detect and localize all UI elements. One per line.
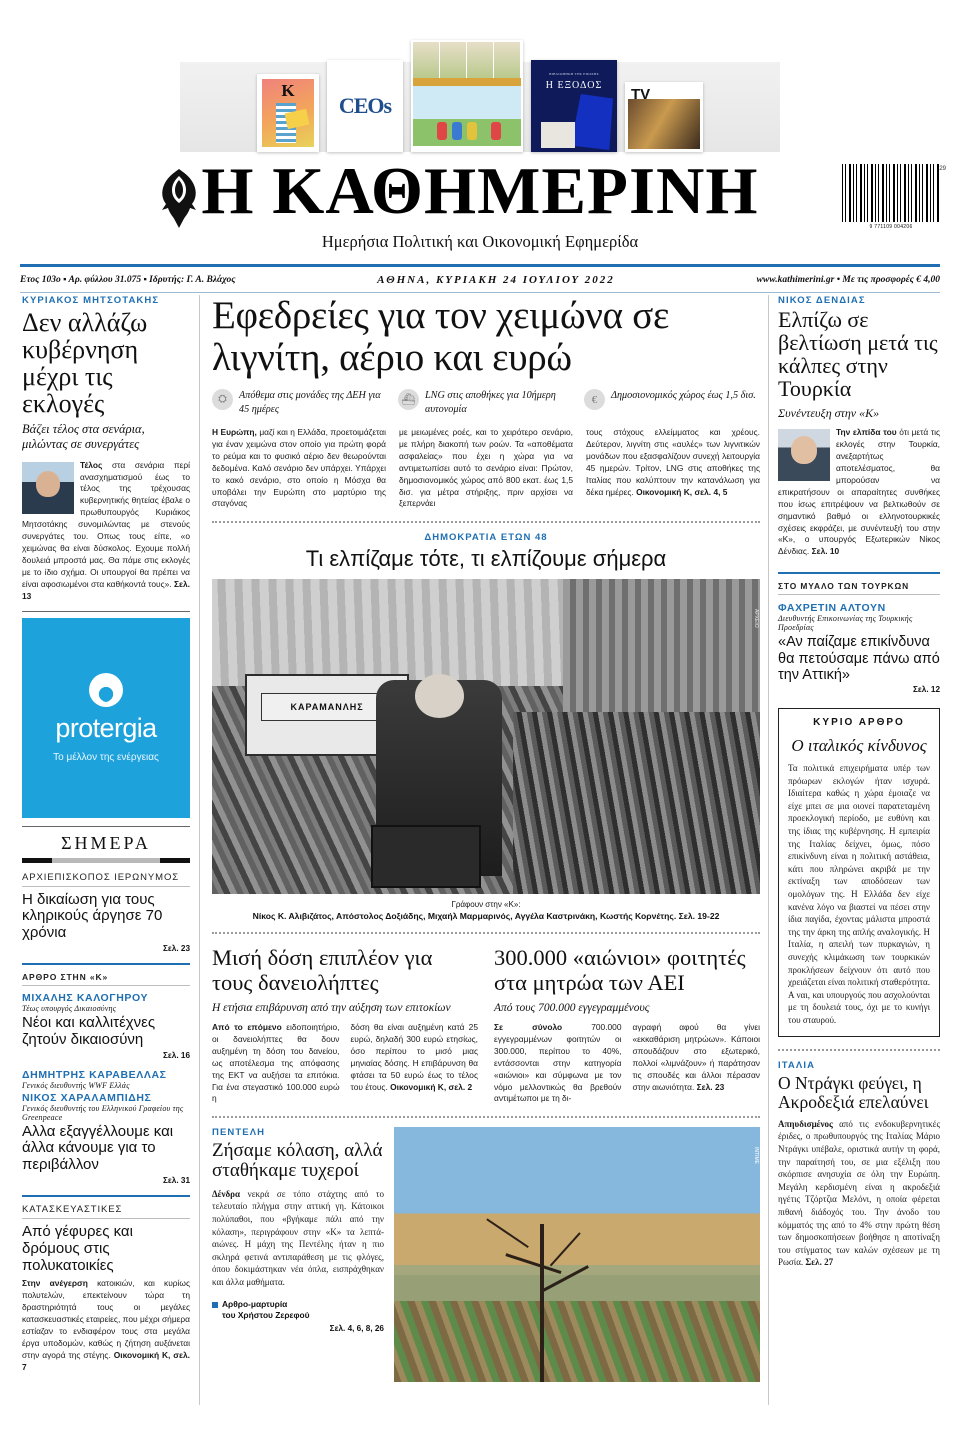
divider <box>22 826 190 827</box>
main-body-leadin: Η Ευρώπη, <box>212 426 257 437</box>
exodos-sublabel: ΒΙΒΛΙΟΘΗΚΗ ΤΗΣ ΕΠΟΧΗΣ <box>549 72 599 76</box>
environment-headline: Αλλα εξαγγέλλουμε και άλλα κάνουμε για το περιβάλλον <box>22 1122 174 1174</box>
archbishop-kicker: ΑΡΧΙΕΠΙΣΚΟΠΟΣ ΙΕΡΩΝΥΜΟΣ <box>22 871 180 883</box>
protergia-advertisement[interactable] <box>22 618 190 818</box>
promo-items <box>180 40 780 152</box>
burnt-forest-penteli-photo <box>394 1127 760 1382</box>
main-bullet-text: Δημοσιονομικός χώρος έως 1,5 δισ. <box>611 390 756 402</box>
protergia-tagline: Το μέλλον της ενέργειας <box>53 751 159 763</box>
editorial-headline: Ο ιταλικός κίνδυνος <box>791 735 927 755</box>
divider <box>22 886 190 887</box>
left-sidebar <box>22 295 190 1374</box>
democracy-kicker: ΔΗΜΟΚΡΑΤΙΑ ΕΤΩΝ 48 <box>424 532 548 544</box>
book-cover-monument <box>541 122 575 148</box>
penteli-note-author: του Χρήστου Ζερεφού <box>222 1310 310 1321</box>
karavellas-author: ΔΗΜΗΤΡΗΣ ΚΑΡΑΒΕΛΛΑΣ <box>22 1068 167 1081</box>
left-lead-body: Τέλος στα σενάρια περί ανασχηματισμού έως το τέλος της τρέχουσας κυβερνητικής θητείας έβαλε ο πρωθυπουργός Κυριάκος Μητσοτάκης συνομιλώντας με στενούς συνεργάτες του. Οπως τους είπε, «ο χειμώνας θα είναι δύσκολος. Εχουμε πολλή δουλειά μπροστά μας. Θα πάμε στις εκλογές με το ίδιο σχήμα. Οι υπουργοί θα πρέπει να είναι αφοσιωμένοι στα καθήκοντά τους». Σελ. 13 <box>22 459 190 601</box>
masthead-rule <box>20 264 940 267</box>
promo-comic-book[interactable] <box>411 40 523 152</box>
masthead <box>0 150 960 290</box>
dendias-dek: Συνέντευξη στην «Κ» <box>778 405 880 420</box>
penteli-leadin: Δένδρα <box>212 1188 241 1199</box>
main-content <box>212 295 760 1382</box>
students-body-right: αγραφή αφού θα γίνει «εκκαθάριση μητρώων». Κάποιοι σπουδάζουν στο εξωτερικό, πολλοί «λιμνάζουν» ή παράτησαν τις σπουδές και άλλοι πέρασαν στην αιωνιότητα. Σελ. 23 <box>632 1021 760 1092</box>
comic-strip-top <box>413 42 521 78</box>
penteli-article[interactable] <box>212 1127 760 1382</box>
comic-caption-bar <box>413 78 521 86</box>
italy-body: Απηυδισμένος από τις ενδοκυβερνητικές έριδες, ο πρωθυπουργός της Ιταλίας Μάριο Ντράγκι υπέβαλε, οριστικά αυτήν τη φορά, την παραίτησή του, σε μια εξέλιξη που σκόρπισε ανησυχία σε όλη την Ευρώπη. Μεγάλη κερδισμένη είναι η ακροδεξιά ηγέτις Τζόρτζια Μελόνι, η οποία φέρεται πιθανή διάδοχός του. Την άνοδο του κόμματός της από το 4% στην πρώτη θέση των δημοσκοπήσεων βοήθησε η αποτίναξη του στίγματος των καλών σχέσεων με τη Ρωσία. Σελ. 27 <box>778 1118 941 1268</box>
k-cover-shape <box>285 109 310 129</box>
photo-ballot-box <box>371 825 481 888</box>
masthead-title: Η ΚΑΘΗΜΕΡΙΝΗ <box>201 154 759 228</box>
protergia-logo-icon <box>89 673 123 707</box>
k-magazine-cover <box>262 79 314 147</box>
exodos-title: ΒΙΒΛΙΟΘΗΚΗ ΤΗΣ ΕΠΟΧΗΣ Η ΕΞΟΔΟΣ <box>531 60 617 91</box>
students-dek: Από τους 700.000 εγγεγραμμένους <box>494 1001 650 1014</box>
dendias-body: Την ελπίδα του ότι μετά τις εκλογές στην Τουρκία, ανεξαρτήτως αποτελέσματος, θα μπορούσαν να επικρατήσουν οι απαραίτητες συνθήκες που ίσως επιτρέψουν να βελτιωθούν σε σημαντικό βαθμό οι ελληνοτουρκικές σχέσεις εκφράζει, με συνέντευξή του στην «Κ», ο υπουργός Εξωτερικών Νίκος Δένδιας. Σελ. 10 <box>778 427 940 557</box>
mid-article-students[interactable] <box>494 946 760 1105</box>
loans-page-ref: Οικονομική Κ, σελ. 2 <box>390 1081 473 1092</box>
divider-blue <box>778 572 940 574</box>
right-sidebar <box>778 295 940 1269</box>
loans-leadin: Από το επόμενο <box>212 1021 282 1032</box>
tanker-icon: ⛴ <box>398 389 419 410</box>
masthead-rule-secondary <box>20 292 940 293</box>
ceos-logo: CEOs <box>338 93 392 118</box>
altun-headline: «Αν παίζαμε επικίνδυνα θα πετούσαμε πάνω από την Αττική» <box>778 634 940 683</box>
dotted-divider <box>212 932 760 934</box>
promo-ceos-magazine[interactable] <box>327 60 403 152</box>
penteli-photo-credit: INTIME <box>753 1147 759 1165</box>
promo-k-magazine[interactable] <box>257 74 319 152</box>
k-magazine-label: K <box>281 81 295 100</box>
archbishop-headline: Η δικαίωση για τους κληρικούς άργησε 70 χρόνια <box>22 890 163 942</box>
comic-figure <box>437 122 447 140</box>
dendias-kicker: ΝΙΚΟΣ ΔΕΝΔΙΑΣ <box>778 295 866 306</box>
students-page-ref: Σελ. 23 <box>696 1081 725 1092</box>
students-body <box>494 1022 760 1105</box>
main-body-col1: Η Ευρώπη, μαζί και η Ελλάδα, προετοιμάζεται για έναν χειμώνα στον οποίο για πρώτη φορά το ρεύμα και το φυσικό αέριο δεν θεωρούνται δεδομένα. Καλό σενάριο δεν υπάρχει. Υπάρχει το κακό σενάριο, στο οποίο η Μόσχα θα υποβάλει την Ευρώπη στο μαρτύριο της σταγόνας <box>212 426 386 509</box>
dotted-divider <box>778 1049 940 1051</box>
kalogirou-role: Τέως υπουργός Δικαιοσύνης <box>22 1004 117 1014</box>
altun-author: ΦΑΧΡΕΤΙΝ ΑΛΤΟΥΝ <box>778 602 886 615</box>
mid-articles <box>212 946 760 1105</box>
main-body-columns <box>212 427 760 510</box>
divider <box>22 985 190 986</box>
tv-guide-label: TV <box>631 86 651 103</box>
democracy-headline: Τι ελπίζαμε τότε, τι ελπίζουμε σήμερα <box>305 546 667 572</box>
archbishop-page-ref: Σελ. 23 <box>162 944 190 954</box>
masthead-subtitle: Ημερήσια Πολιτική και Οικονομική Εφημερίδα <box>321 232 639 251</box>
main-bullet <box>398 389 574 416</box>
students-headline: 300.000 «αιώνιοι» φοιτητές στα μητρώα των ΑΕΙ <box>494 945 746 996</box>
divider <box>22 611 190 612</box>
environment-page-ref: Σελ. 31 <box>162 1176 190 1186</box>
italy-headline: Ο Ντράγκι φεύγει, η Ακροδεξιά επελαύνει <box>778 1073 929 1112</box>
comic-figure <box>491 122 501 140</box>
photo-figure-head <box>415 674 464 718</box>
page-columns <box>0 295 960 1445</box>
loans-body-left: Από το επόμενο ειδοποιητήριο, οι δανειολήπτες θα δουν αυξημένη τη δόση του δανείου, ως αποτέλεσμα της απόφασης της ΕΚΤ να αυξήσει τα επιτόκια. Για ένα στεγαστικό 100.000 ευρώ η <box>212 1021 340 1104</box>
main-bullets <box>212 389 760 416</box>
today-section-bar <box>22 858 190 863</box>
main-bullet-text: Απόθεμα στις μονάδες της ΔΕΗ για 45 ημέρες <box>239 390 381 415</box>
photo-crowd <box>513 712 760 895</box>
loans-body <box>212 1022 478 1105</box>
right-turk-section[interactable] <box>778 581 940 694</box>
barcode-number: 9 771109 004206 <box>869 224 913 230</box>
factory-icon: ⛭ <box>212 389 233 410</box>
democracy-contributors <box>212 900 760 921</box>
dendias-leadin: Την ελπίδα του <box>836 427 897 438</box>
column-divider-left <box>199 295 200 1405</box>
left-item-archbishop[interactable] <box>22 872 190 953</box>
editorial-label: ΚΥΡΙΟ ΑΡΘΡΟ <box>813 716 905 728</box>
loans-dek: Η ετήσια επιβάρυνση από την αύξηση των επιτοκίων <box>212 1001 451 1014</box>
euro-icon: € <box>584 389 605 410</box>
comic-figure <box>467 122 477 140</box>
penteli-text <box>212 1127 384 1382</box>
promo-exodos-book[interactable] <box>531 60 617 152</box>
contributors-intro: Γράφουν στην «Κ»: <box>451 900 521 910</box>
main-headline: Εφεδρείες για τον χειμώνα σε λιγνίτη, αέριο και ευρώ <box>212 294 670 379</box>
charalampidis-role: Γενικός διευθυντής του Ελληνικού Γραφείου της Greenpeace <box>22 1103 184 1122</box>
penteli-headline: Ζήσαμε κόλαση, αλλά σταθήκαμε τυχεροί <box>212 1140 383 1182</box>
dendias-headline: Ελπίζω σε βελτίωση μετά τις κάλπες στην Τουρκία <box>778 307 938 401</box>
photo-burnt-ground <box>394 1301 760 1383</box>
main-bullet <box>584 389 760 416</box>
left-lead-story[interactable] <box>22 295 190 603</box>
barcode-side-number: 29 <box>939 166 946 172</box>
kalogirou-headline: Νέοι και καλλιτέχνες ζητούν δικαιοσύνη <box>22 1014 156 1048</box>
comic-scene <box>413 86 521 146</box>
masthead-date: ΑΘΗΝΑ, ΚΥΡΙΑΚΗ 24 ΙΟΥΛΙΟΥ 2022 <box>377 274 615 286</box>
main-bullet <box>212 389 388 416</box>
dendias-page-ref: Σελ. 10 <box>811 546 840 557</box>
mitsotakis-portrait-thumbnail <box>22 462 74 514</box>
tv-guide-image <box>628 99 700 149</box>
opinion-section-kicker: ΑΡΘΡΟ ΣΤΗΝ «Κ» <box>22 972 109 983</box>
left-lead-dek: Βάζει τέλος στα σενάρια, μιλώντας σε συνεργάτες <box>22 422 145 452</box>
divider-blue <box>22 963 190 965</box>
column-divider-right <box>768 295 769 1405</box>
dendias-portrait-thumbnail <box>778 429 830 481</box>
right-lead-story[interactable] <box>778 295 940 558</box>
protergia-brand: protergia <box>55 712 157 743</box>
main-body-col2: με μειωμένες ροές, και το χειρότερο σενάριο, με πλήρη διακοπή των ροών. Τα «αποθέματα ασφαλείας» που έχει η χώρα για να αντιμετωπίσει αυτό το σενάριο είναι: Πρώτον, δημοσιονομικός χώρος από 800 εκατ. έως 1,5 δισ. για μέτρα στήριξης, πριν αρχίσει να ξεπερνάει <box>399 426 573 509</box>
penteli-kicker: ΠΕΝΤΕΛΗ <box>212 1127 266 1139</box>
construction-kicker: ΚΑΤΑΣΚΕΥΑΣΤΙΚΕΣ <box>22 1204 123 1216</box>
left-lead-page-ref: Σελ. 13 <box>22 578 190 601</box>
italy-leadin: Απηυδισμένος <box>778 1118 833 1129</box>
left-item-opinion-kalogirou[interactable] <box>22 972 190 1060</box>
comic-figure <box>452 122 462 140</box>
barcode <box>842 164 940 222</box>
photo-banner-text: ΚΑΡΑΜΑΝΛΗΣ <box>261 693 393 721</box>
altun-role: Διευθυντής Επικοινωνίας της Τουρκικής Προεδρίας <box>778 614 913 633</box>
today-section-label: ΣΗΜΕΡΑ <box>61 832 151 853</box>
charalampidis-author: ΝΙΚΟΣ ΧΑΡΑΛΑΜΠΙΔΗΣ <box>22 1091 152 1104</box>
editorial-box[interactable] <box>778 708 940 1038</box>
photo-tree-branch <box>486 1219 529 1249</box>
turk-section-label: ΣΤΟ ΜΥΑΛΟ ΤΩΝ ΤΟΥΡΚΩΝ <box>778 581 910 592</box>
promo-tv-guide[interactable] <box>625 82 703 152</box>
students-leadin: Σε σύνολο <box>494 1021 563 1032</box>
divider <box>22 1218 190 1219</box>
main-body-page-ref: Οικονομική Κ, σελ. 4, 5 <box>636 486 728 497</box>
penteli-body: Δένδρα νεκρά σε τόπο στάχτης από το τελευταίο πλήγμα στην αττική γη. Κάτοικοι πολύπαθοι, που «βγήκαμε πάλι από την κόλαση», περιγράφουν στην «Κ» τα λεπτά-αιώνες. Η μάχη της Πεντέλης ήταν η πιο σκληρά φετινά αντιπαράθεση με τις φλόγες, όπου δοκιμάστηκαν νέα όπλα, εισπράχθηκαν και άλλα μαθήματα. <box>212 1188 384 1288</box>
mid-article-loans[interactable] <box>212 946 478 1105</box>
main-body-col3: τους στόχους ελλείμματος και χρέους. Δεύτερον, λιγνίτη στις «αυλές» των λιγνιτικών μονάδων που εξασφαλίζουν συνεχή λειτουργία 45 ημερών. Τρίτον, LNG στις αποθήκες της Ιταλίας που καλύπτουν την κατανάλωση για δέκα ημέρες. Οικονομική Κ, σελ. 4, 5 <box>586 426 760 497</box>
loans-headline: Μισή δόση επιπλέον για τους δανειολήπτες <box>212 945 433 996</box>
right-italy-article[interactable] <box>778 1060 940 1269</box>
penteli-page-ref: Σελ. 4, 6, 8, 26 <box>329 1324 384 1334</box>
left-item-opinion-environment[interactable] <box>22 1069 190 1185</box>
dotted-divider <box>212 1116 760 1118</box>
square-bullet-icon <box>212 1302 218 1308</box>
democracy-feature[interactable] <box>212 532 760 921</box>
divider-blue <box>22 1195 190 1197</box>
kalogirou-author: ΜΙΧΑΛΗΣ ΚΑΛΟΓΗΡΟΥ <box>22 992 149 1005</box>
altun-page-ref: Σελ. 12 <box>912 684 940 694</box>
students-body-left: Σε σύνολο 700.000 εγγεγραμμένων φοιτητών οι 300.000, περίπου το 40%, εντάσσονται στην κατηγορία «αιώνιοι» και σύμφωνα με τον νόμο μελλοντικώς θα βρεθούν αντιμέτωποι με τη δι- <box>494 1021 622 1104</box>
italy-page-ref: Σελ. 27 <box>805 1257 834 1268</box>
photo-tree-branch <box>550 1232 581 1266</box>
construction-body: Στην ανέγερση κατοικιών, και κυρίως πολυτελών, επεκτείνουν τώρα τη δραστηριότητά τους οι μεγάλες κατασκευαστικές εταιρείες, που μέχρι σήμερα εστίαζαν το ενδιαφέρον τους στα μεγάλα έργα υποδομών, καθώς η ζήτηση αυξάνεται στην αγορά της στέγης. Οικονομική Κ, σελ. 7 <box>22 1278 190 1372</box>
penteli-note <box>212 1299 384 1323</box>
left-lead-leadin: Τέλος <box>80 459 103 470</box>
penteli-note-label: Αρθρο-μαρτυρία <box>222 1298 288 1309</box>
photo-burnt-tree <box>540 1224 544 1382</box>
promo-banner <box>0 0 960 152</box>
dotted-divider <box>212 521 760 523</box>
karavellas-role: Γενικός διευθυντής WWF Ελλάς <box>22 1080 130 1090</box>
construction-page-ref: Οικονομική Κ, σελ. 7 <box>22 1349 190 1372</box>
left-lead-headline: Δεν αλλάζω κυβέρνηση μέχρι τις εκλογές <box>22 308 148 419</box>
left-item-construction[interactable] <box>22 1204 190 1374</box>
main-bullet-text: LNG στις αποθήκες για 10ήμερη αυτονομία <box>425 390 556 415</box>
karamanlis-1974-archive-photo <box>212 579 760 894</box>
italy-kicker: ΙΤΑΛΙΑ <box>778 1060 816 1072</box>
left-lead-kicker: ΚΥΡΙΑΚΟΣ ΜΗΤΣΟΤΑΚΗΣ <box>22 295 160 306</box>
contributors-names: Νίκος Κ. Αλιβιζάτος, Απόστολος Δοξιάδης, Μιχαήλ Μαρμαρινός, Αγγέλα Καστρινάκη, Κωστής Κορνέτης. Σελ. 19-22 <box>252 911 720 922</box>
masthead-website-price: www.kathimerini.gr • Με τις προσφορές € 4,00 <box>756 275 940 285</box>
masthead-issue-info: Ετος 103ο ▪ Αρ. φύλλου 31.075 ▪ Ιδρυτής: Γ. Α. Βλάχος <box>20 275 236 285</box>
kalogirou-page-ref: Σελ. 16 <box>162 1050 190 1060</box>
editorial-body: Τα πολιτικά επιχειρήματα υπέρ των πρόωρων εκλογών ήταν ισχυρά. Ιδιαίτερα καθώς η χώρα έμοιαζε να είχε μπει σε μια οιονεί παρατεταμένη προεκλογική περίοδο, με ευθύνη και της ίδιας της κυβέρνησης. Η εμπειρία της Ιταλίας δείχνει, όμως, πόσο επικίνδυνη είναι η πολιτική αστάθεια, κάτι που πληρώνει ακριβά με την εκτίναξη των αποδόσεων των ομολόγων της. Η Ελλάδα δεν είχε κανένα λόγο να βιαστεί να πέσει στην ίδια παγίδα, έχοντας μάλιστα μπροστά της την άρκη της απλής αναλογικής. Η Ιταλία, η απειλή των πυρκαγιών, η συνεχής κλιμάκωση των τουρκικών προκλήσεων δείχνουν ότι αυτό που χρειάζεται είναι πολιτική σταθερότητα. Α ναι, και υπουργούς που ασχολούνται με τη δουλειά τους, όχι με το κυνήγι του σταυρού. <box>788 763 930 1025</box>
masthead-info-line <box>20 270 940 290</box>
loans-body-right: δόση θα είναι αυξημένη κατά 25 ευρώ, δηλαδή 300 ευρώ ετησίως, όσο περίπου το μισό μιας μηνιαίας δόσης. Η επιβάρυνση θα φτάσει τα 50 ευρώ έως το τέλος του έτους. Οικονομική Κ, σελ. 2 <box>350 1021 478 1092</box>
construction-headline: Από γέφυρες και δρόμους στις πολυκατοικίες <box>22 1223 133 1274</box>
divider <box>778 594 940 595</box>
construction-leadin: Στην ανέγερση <box>22 1278 88 1289</box>
photo-credit: ΑΡΧΕΙΟ <box>753 609 759 629</box>
